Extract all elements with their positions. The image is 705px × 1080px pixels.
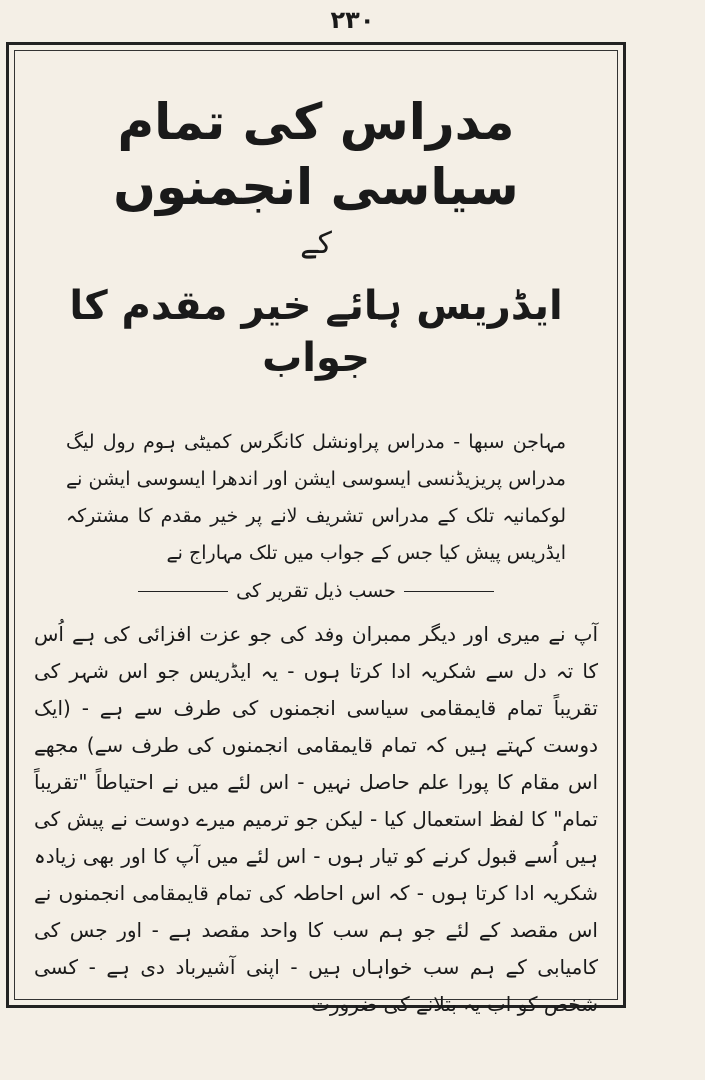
- speech-paragraph: آپ نے میری اور دیگر ممبران وفد کی جو عزت افزائی کی ہے اُس کا تہ دل سے شکریہ ادا کرتا ہوں - یہ ایڈریس جو اس شہر کی تقریباً تمام قایمقامی سیاسی انجمنوں کی طرف سے ہے - (ایک دوست کہتے ہیں کہ تمام قایمقامی انجمنوں کی طرف سے) مجھے اس مقام کا پورا علم حاصل نہیں - اس لئے میں نے احتیاطاً "تقریباً تمام" کا لفظ استعمال کیا - لیکن جو ترمیم میرے دوست نے پیش کی ہیں اُسے قبول کرنے کو تیار ہوں - اس لئے میں آپ کا اور بھی زیادہ شکریہ ادا کرتا ہوں - کہ اس احاطہ کی تمام قایمقامی انجمنوں نے اس مقصد کے لئے جو ہم سب کا واحد مقصد ہے - اور جس کی کامیابی کے ہم سب خواہاں ہیں - اپنی آشیرباد دی ہے - کسی شخص کو اب یہ بتلانے کی ضرورت: [34, 622, 598, 1016]
- main-title: مدراس کی تمام سیاسی انجمنوں: [113, 93, 519, 216]
- right-dash: [138, 591, 228, 592]
- title-connector: کے: [300, 226, 332, 261]
- left-dash: [404, 591, 494, 592]
- intro-paragraph: مہاجن سبھا - مدراس پراونشل کانگرس کمیٹی ہوم رول لیگ مدراس پریزیڈنسی ایسوسی ایشن اور اندھرا ایسوسی ایشن نے لوکمانیہ تلک کے مدراس تشریف لانے پر خیر مقدم کا مشترکہ ایڈریس پیش کیا جس کے جواب میں تلک مہاراج نے: [66, 431, 566, 564]
- page-number: ۲۳۰: [330, 6, 375, 34]
- subtitle: ایڈریس ہائے خیر مقدم کا جواب: [69, 283, 563, 381]
- intro-closing-line: [24, 576, 608, 606]
- intro-closing-text: حسب ذیل تقریر کی: [236, 580, 396, 602]
- page-content: [24, 60, 608, 1016]
